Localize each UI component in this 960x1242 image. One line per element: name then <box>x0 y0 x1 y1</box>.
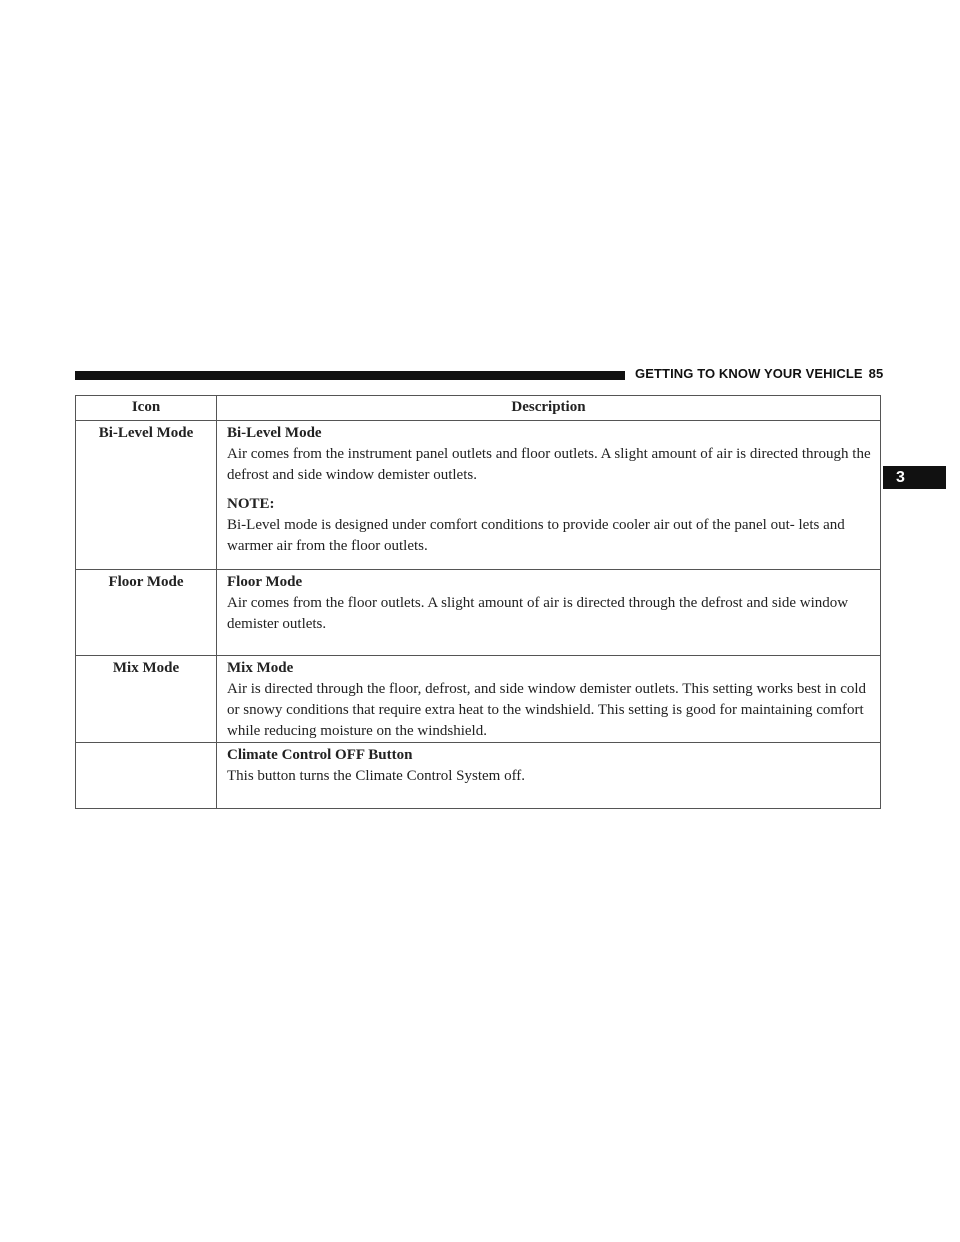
table-row <box>76 656 881 743</box>
icon-cell <box>76 743 217 809</box>
table-row <box>76 743 881 809</box>
page-number: 85 <box>868 366 884 381</box>
icon-cell: Floor Mode <box>76 570 217 656</box>
table-row <box>76 421 881 570</box>
icon-cell: Bi-Level Mode <box>76 421 217 570</box>
mode-description: Air is directed through the floor, defrost, and side window demister outlets. This setting works best in cold or snowy conditions that require extra heat to the windshield. This setting is good for maintaining comfort while reducing moisture on the windshield. <box>227 681 867 739</box>
climate-mode-table <box>75 395 881 809</box>
description-cell <box>217 570 881 656</box>
mode-title: Mix Mode <box>227 660 294 676</box>
section-title: GETTING TO KNOW YOUR VEHICLE <box>635 366 863 381</box>
column-header-description: Description <box>217 396 881 421</box>
description-cell <box>217 656 881 743</box>
column-header-icon: Icon <box>76 396 217 421</box>
chapter-tab: 3 <box>883 466 946 489</box>
note-label: NOTE: <box>227 496 275 512</box>
running-header <box>635 366 883 381</box>
description-cell <box>217 743 881 809</box>
mode-title: Floor Mode <box>227 574 303 590</box>
icon-cell: Mix Mode <box>76 656 217 743</box>
mode-title: Climate Control OFF Button <box>227 747 413 763</box>
description-cell <box>217 421 881 570</box>
mode-title: Bi-Level Mode <box>227 425 322 441</box>
mode-description: Air comes from the instrument panel outlets and floor outlets. A slight amount of air is directed through the defrost and side window demister outlets. <box>227 446 871 483</box>
note-text: Bi-Level mode is designed under comfort conditions to provide cooler air out of the panel out- lets and warmer air from the floor outlets. <box>227 517 845 554</box>
table-row <box>76 570 881 656</box>
mode-description: Air comes from the floor outlets. A slight amount of air is directed through the defrost and side window demister outlets. <box>227 595 849 632</box>
header-rule <box>75 371 625 380</box>
table-header-row <box>76 396 881 421</box>
mode-description: This button turns the Climate Control System off. <box>227 768 526 784</box>
